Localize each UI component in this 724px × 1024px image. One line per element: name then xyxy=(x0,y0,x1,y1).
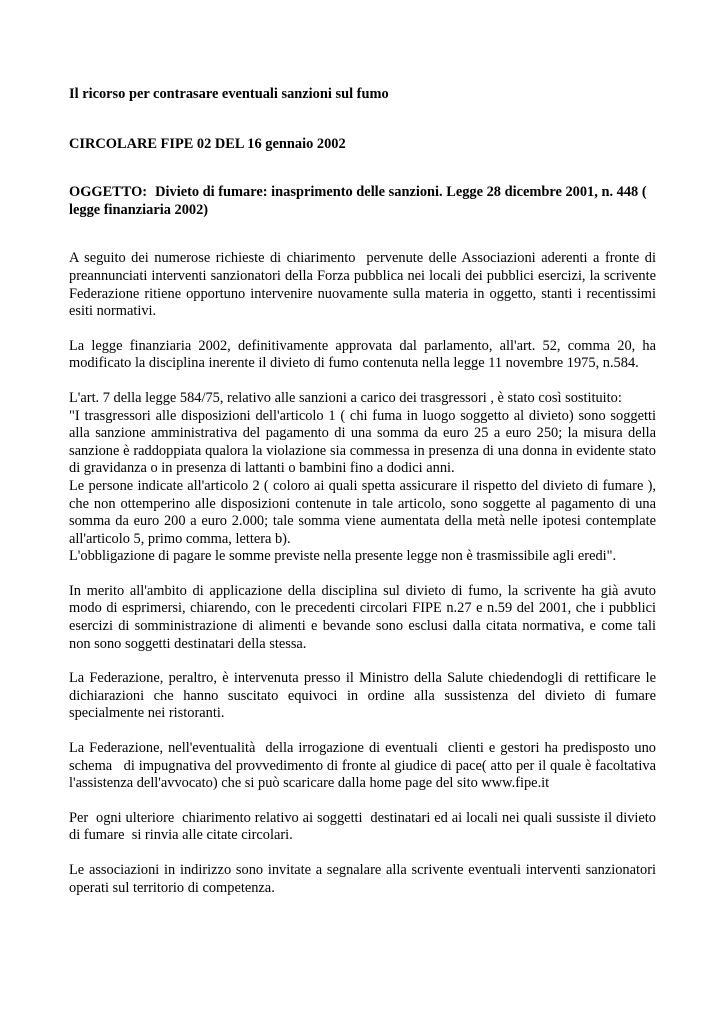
oggetto-label: OGGETTO: xyxy=(69,184,148,201)
paragraph-ministro: La Federazione, peraltro, è intervenuta presso il Ministro della Salute chiedendogli di rettificare le dichiarazioni che hanno suscitato equivoci in ordine alla sussistenza del divieto di fumare specialmente nei ristoranti. xyxy=(69,670,656,722)
paragraph-associazioni: Le associazioni in indirizzo sono invitate a segnalare alla scrivente eventuali interventi sanzionatori operati sul territorio di competenza. xyxy=(69,862,656,896)
circolare-heading: CIRCOLARE FIPE 02 DEL 16 gennaio 2002 xyxy=(69,135,346,152)
art7-quote-2: Le persone indicate all'articolo 2 ( coloro ai quali spetta assicurare il rispetto del divieto di fumare ), che non ottemperino alle disposizioni contenute in tale articolo, sono soggette al pagamento di una somma da euro 200 a euro 2.000; tale somma viene aumentata della metà nelle ipotesi contemplate all'articolo 5, primo comma, lettera b). xyxy=(69,477,656,547)
document-page xyxy=(69,86,660,897)
oggetto-text: Divieto di fumare: inasprimento delle sanzioni. Legge 28 dicembre 2001, n. 448 ( legge finanziaria 2002) xyxy=(69,184,647,218)
document-title: Il ricorso per contrasare eventuali sanzioni sul fumo xyxy=(69,86,389,102)
paragraph-chiarimento: Per ogni ulteriore chiarimento relativo ai soggetti destinatari ed ai locali nei quali sussiste il divieto di fumare si rinvia alle citate circolari. xyxy=(69,809,660,844)
paragraph-impugnativa: La Federazione, nell'eventualità della irrogazione di eventuali clienti e gestori ha predisposto uno schema di impugnativa del provvedimento di fronte al giudice di pace( atto per il quale è facoltativa l'assistenza dell'avvocato) che si può scaricare dalla home page del sito www.fipe.it xyxy=(69,740,660,792)
oggetto-heading xyxy=(69,184,656,219)
paragraph-art7 xyxy=(69,390,656,566)
art7-quote-3: L'obbligazione di pagare le somme previste nella presente legge non è trasmissibile agli eredi". xyxy=(69,548,617,565)
paragraph-intro: A seguito dei numerose richieste di chiarimento pervenute delle Associazioni aderenti a fronte di preannunciati interventi sanzionatori della Forza pubblica nei locali dei pubblici esercizi, la scrivente Federazione ritiene opportuno intervenire nuovamente sulla materia in oggetto, stanti i recentissimi esiti normativi. xyxy=(69,250,660,320)
art7-quote-1: "I trasgressori alle disposizioni dell'articolo 1 ( chi fuma in luogo soggetto al divieto) sono soggetti alla sanzione amministrativa del pagamento di una somma da euro 25 a euro 250; la misura della sanzione è raddoppiata qualora la violazione sia commessa in presenza di una donna in evidente stato di gravidanza o in presenza di lattanti o bambini fino a dodici anni. xyxy=(69,407,656,477)
paragraph-ambito: In merito all'ambito di applicazione della disciplina sul divieto di fumo, la scrivente ha già avuto modo di esprimersi, chiarendo, con le precedenti circolari FIPE n.27 e n.59 del 2001, che i pubblici esercizi di somministrazione di alimenti e bevande sono esclusi dalla citata normativa, e come tali non sono soggetti destinatari della stessa. xyxy=(69,582,656,652)
art7-intro: L'art. 7 della legge 584/75, relativo alle sanzioni a carico dei trasgressori , è stato così sostituito: xyxy=(69,389,622,406)
paragraph-legge-finanziaria: La legge finanziaria 2002, definitivamente approvata dal parlamento, all'art. 52, comma 20, ha modificato la disciplina inerente il divieto di fumo contenuta nella legge 11 novembre 1975, n.584. xyxy=(69,337,656,372)
